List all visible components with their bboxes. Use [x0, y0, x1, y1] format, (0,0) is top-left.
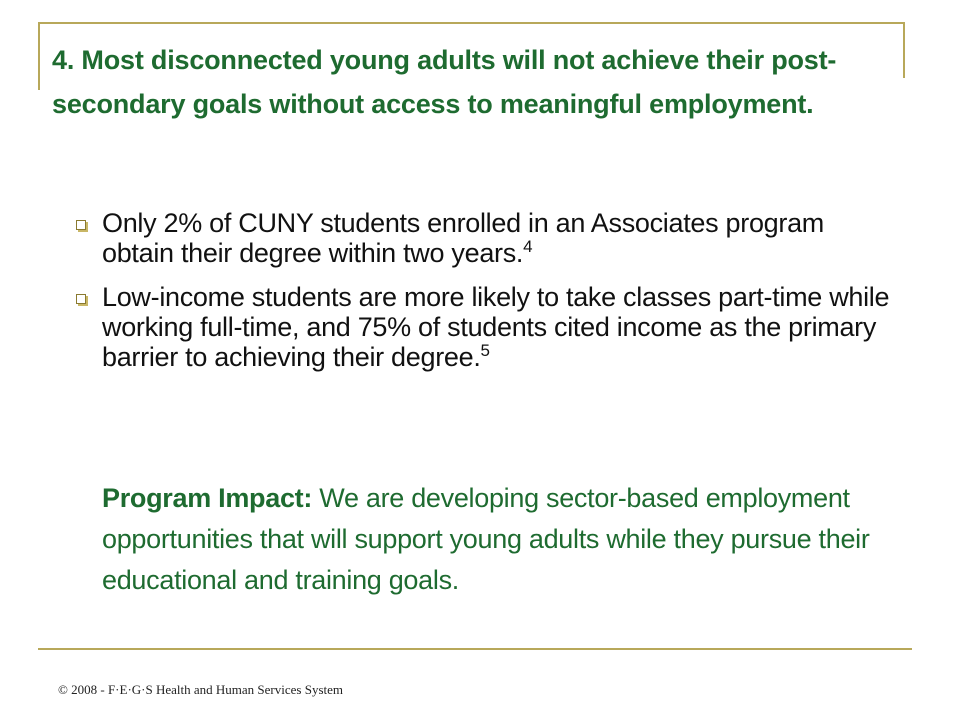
- footnote-marker: 5: [480, 341, 490, 360]
- program-impact: [102, 478, 892, 601]
- bullet-list: [76, 208, 896, 386]
- frame-top-line: [38, 22, 904, 24]
- copyright-footer: © 2008 - F·E·G·S Health and Human Services System: [58, 682, 343, 697]
- bullet-text: Low-income students are more likely to take classes part-time while working full-time, and 75% of students cited income as the primary barrier to achieving their degree.: [102, 282, 890, 372]
- program-impact-label: Program Impact:: [102, 483, 313, 513]
- frame-left-line: [38, 22, 40, 90]
- square-bullet-icon: [76, 220, 86, 230]
- footnote-marker: 4: [523, 237, 533, 256]
- bullet-item-cuny: [76, 208, 896, 268]
- program-impact-text: We are developing sector-based employment opportunities that will support young adults while they pursue their educational and training goals.: [102, 483, 870, 595]
- frame-right-line: [903, 22, 905, 78]
- slide-title: 4. Most disconnected young adults will not achieve their post-secondary goals without access to meaningful employment.: [52, 45, 837, 119]
- bullet-text: Only 2% of CUNY students enrolled in an Associates program obtain their degree within two years.: [102, 208, 824, 268]
- bullet-item-low-income: [76, 282, 896, 372]
- square-bullet-icon: [76, 294, 86, 304]
- frame-bottom-line: [38, 648, 912, 650]
